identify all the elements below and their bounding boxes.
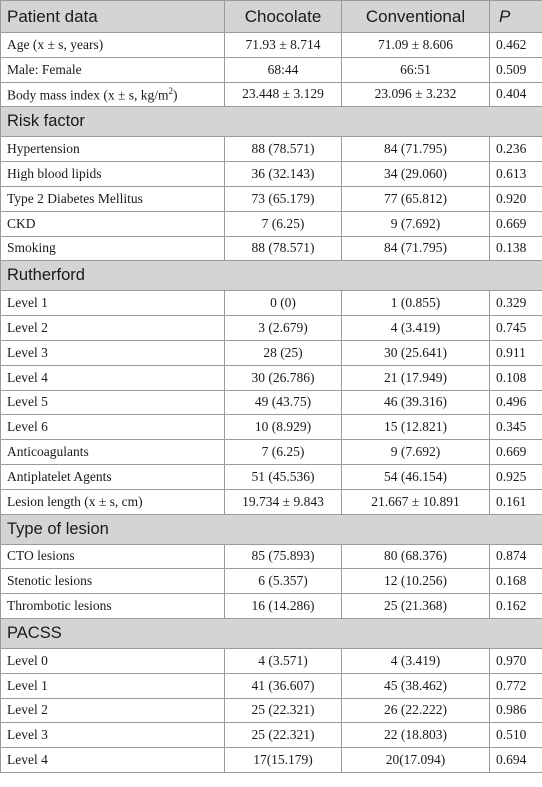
conventional-value: 23.096 ± 3.232	[342, 82, 490, 107]
table-row	[1, 162, 542, 187]
row-label: Thrombotic lesions	[1, 594, 225, 619]
p-value: 0.236	[490, 137, 542, 162]
p-value: 0.345	[490, 415, 542, 440]
p-value: 0.911	[490, 340, 542, 365]
section-title: PACSS	[1, 618, 542, 648]
chocolate-value: 16 (14.286)	[225, 594, 342, 619]
table-row	[1, 365, 542, 390]
row-label: Level 1	[1, 673, 225, 698]
p-value: 0.669	[490, 440, 542, 465]
table-row	[1, 137, 542, 162]
conventional-value: 34 (29.060)	[342, 162, 490, 187]
conventional-value: 84 (71.795)	[342, 137, 490, 162]
row-label: Age (x ± s, years)	[1, 33, 225, 58]
p-value: 0.329	[490, 291, 542, 316]
row-label: Level 1	[1, 291, 225, 316]
table-row	[1, 415, 542, 440]
p-value: 0.970	[490, 648, 542, 673]
column-header-chocolate: Chocolate	[225, 1, 342, 33]
column-header-conventional: Conventional	[342, 1, 490, 33]
row-label: Level 5	[1, 390, 225, 415]
table-row	[1, 440, 542, 465]
p-value: 0.138	[490, 236, 542, 261]
row-label: Antiplatelet Agents	[1, 464, 225, 489]
chocolate-value: 88 (78.571)	[225, 236, 342, 261]
table-row-bmi	[1, 82, 542, 107]
conventional-value: 30 (25.641)	[342, 340, 490, 365]
chocolate-value: 17(15.179)	[225, 748, 342, 773]
conventional-value: 15 (12.821)	[342, 415, 490, 440]
chocolate-value: 7 (6.25)	[225, 211, 342, 236]
p-value: 0.108	[490, 365, 542, 390]
conventional-value: 21.667 ± 10.891	[342, 489, 490, 514]
p-value: 0.462	[490, 33, 542, 58]
row-label: Level 4	[1, 365, 225, 390]
chocolate-value: 41 (36.607)	[225, 673, 342, 698]
conventional-value: 80 (68.376)	[342, 544, 490, 569]
p-value: 0.404	[490, 82, 542, 107]
section-header-pacss	[1, 618, 542, 648]
conventional-value: 54 (46.154)	[342, 464, 490, 489]
conventional-value: 66:51	[342, 57, 490, 82]
chocolate-value: 25 (22.321)	[225, 698, 342, 723]
table-row	[1, 544, 542, 569]
row-label: Type 2 Diabetes Mellitus	[1, 186, 225, 211]
chocolate-value: 71.93 ± 8.714	[225, 33, 342, 58]
chocolate-value: 25 (22.321)	[225, 723, 342, 748]
table-header-row	[1, 1, 542, 33]
conventional-value: 22 (18.803)	[342, 723, 490, 748]
row-label: Level 3	[1, 340, 225, 365]
p-value: 0.613	[490, 162, 542, 187]
p-value: 0.496	[490, 390, 542, 415]
p-value: 0.669	[490, 211, 542, 236]
p-value: 0.168	[490, 569, 542, 594]
table-row	[1, 340, 542, 365]
table-row	[1, 211, 542, 236]
chocolate-value: 30 (26.786)	[225, 365, 342, 390]
table-row	[1, 291, 542, 316]
table-row-age	[1, 33, 542, 58]
table-row	[1, 464, 542, 489]
conventional-value: 26 (22.222)	[342, 698, 490, 723]
row-label: Stenotic lesions	[1, 569, 225, 594]
chocolate-value: 6 (5.357)	[225, 569, 342, 594]
chocolate-value: 49 (43.75)	[225, 390, 342, 415]
conventional-value: 77 (65.812)	[342, 186, 490, 211]
table-row	[1, 390, 542, 415]
table-row	[1, 236, 542, 261]
table-row	[1, 648, 542, 673]
column-header-patient-data: Patient data	[1, 1, 225, 33]
row-label-text: Body mass index (x ± s, kg/m	[7, 87, 169, 103]
row-label: CKD	[1, 211, 225, 236]
table-row	[1, 316, 542, 341]
conventional-value: 12 (10.256)	[342, 569, 490, 594]
p-value: 0.509	[490, 57, 542, 82]
section-title: Rutherford	[1, 261, 542, 291]
table-row	[1, 569, 542, 594]
conventional-value: 9 (7.692)	[342, 440, 490, 465]
table-row	[1, 594, 542, 619]
chocolate-value: 0 (0)	[225, 291, 342, 316]
row-label: Lesion length (x ± s, cm)	[1, 489, 225, 514]
row-label: Male: Female	[1, 57, 225, 82]
section-header-risk	[1, 107, 542, 137]
p-value: 0.745	[490, 316, 542, 341]
chocolate-value: 3 (2.679)	[225, 316, 342, 341]
row-label: Hypertension	[1, 137, 225, 162]
conventional-value: 4 (3.419)	[342, 648, 490, 673]
superscript-two: 2	[168, 85, 174, 96]
row-label: Level 2	[1, 698, 225, 723]
p-value: 0.162	[490, 594, 542, 619]
row-label: Level 0	[1, 648, 225, 673]
chocolate-value: 88 (78.571)	[225, 137, 342, 162]
row-label: High blood lipids	[1, 162, 225, 187]
row-label: CTO lesions	[1, 544, 225, 569]
table-row	[1, 698, 542, 723]
table-row-sex	[1, 57, 542, 82]
chocolate-value: 68:44	[225, 57, 342, 82]
row-label: Level 6	[1, 415, 225, 440]
chocolate-value: 23.448 ± 3.129	[225, 82, 342, 107]
section-header-rutherford	[1, 261, 542, 291]
chocolate-value: 51 (45.536)	[225, 464, 342, 489]
conventional-value: 71.09 ± 8.606	[342, 33, 490, 58]
table-row	[1, 186, 542, 211]
row-label: Anticoagulants	[1, 440, 225, 465]
p-value: 0.694	[490, 748, 542, 773]
section-title: Risk factor	[1, 107, 542, 137]
p-value: 0.161	[490, 489, 542, 514]
p-value: 0.925	[490, 464, 542, 489]
conventional-value: 4 (3.419)	[342, 316, 490, 341]
row-label: Level 3	[1, 723, 225, 748]
chocolate-value: 4 (3.571)	[225, 648, 342, 673]
conventional-value: 1 (0.855)	[342, 291, 490, 316]
chocolate-value: 10 (8.929)	[225, 415, 342, 440]
p-value: 0.874	[490, 544, 542, 569]
column-header-p-value: P	[490, 1, 542, 33]
chocolate-value: 85 (75.893)	[225, 544, 342, 569]
table-row	[1, 748, 542, 773]
conventional-value: 46 (39.316)	[342, 390, 490, 415]
sections-body	[1, 107, 542, 773]
table-row	[1, 723, 542, 748]
conventional-value: 45 (38.462)	[342, 673, 490, 698]
chocolate-value: 36 (32.143)	[225, 162, 342, 187]
row-label: Level 2	[1, 316, 225, 341]
row-label-suffix: )	[173, 87, 178, 103]
section-title: Type of lesion	[1, 514, 542, 544]
chocolate-value: 73 (65.179)	[225, 186, 342, 211]
conventional-value: 84 (71.795)	[342, 236, 490, 261]
table-row	[1, 673, 542, 698]
row-label: Smoking	[1, 236, 225, 261]
chocolate-value: 19.734 ± 9.843	[225, 489, 342, 514]
p-value: 0.772	[490, 673, 542, 698]
conventional-value: 21 (17.949)	[342, 365, 490, 390]
chocolate-value: 7 (6.25)	[225, 440, 342, 465]
row-label: Level 4	[1, 748, 225, 773]
p-value: 0.986	[490, 698, 542, 723]
conventional-value: 25 (21.368)	[342, 594, 490, 619]
chocolate-value: 28 (25)	[225, 340, 342, 365]
p-value: 0.510	[490, 723, 542, 748]
section-header-lesion	[1, 514, 542, 544]
conventional-value: 20(17.094)	[342, 748, 490, 773]
row-label	[1, 82, 225, 107]
table-row	[1, 489, 542, 514]
p-value: 0.920	[490, 186, 542, 211]
conventional-value: 9 (7.692)	[342, 211, 490, 236]
